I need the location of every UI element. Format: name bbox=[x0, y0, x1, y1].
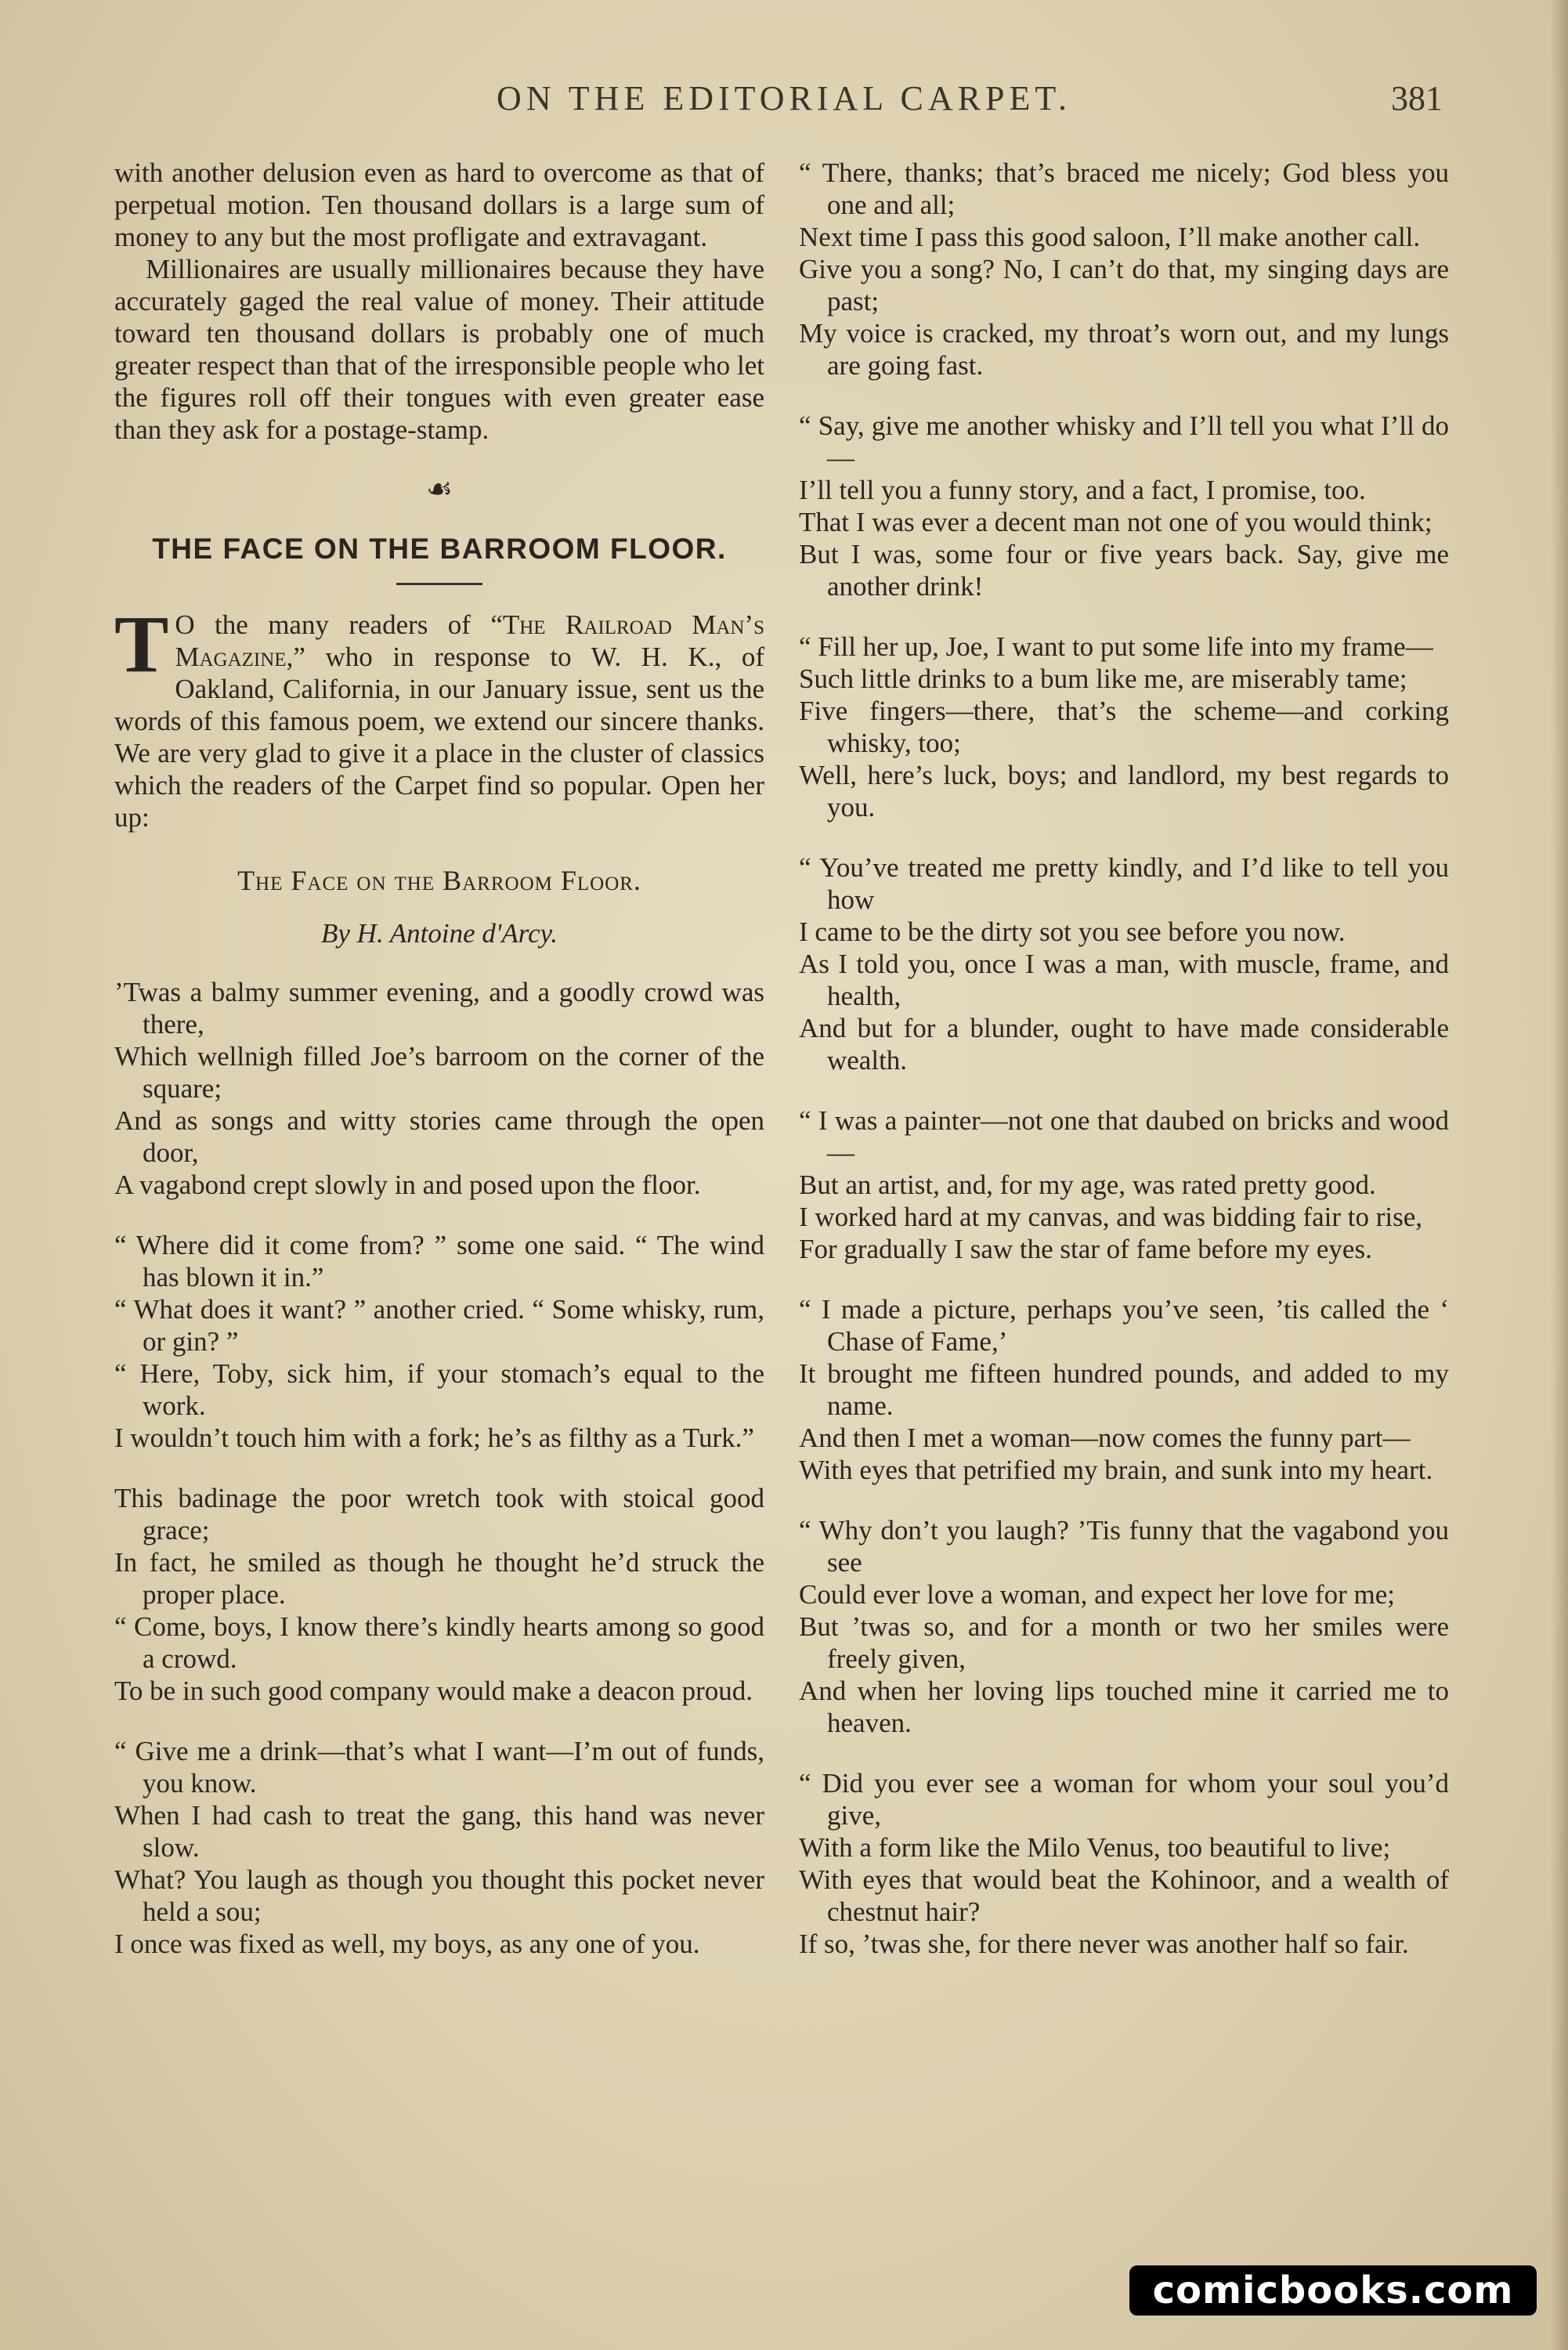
poem-line: Well, here’s luck, boys; and landlord, my best regards to you. bbox=[799, 760, 1449, 822]
poem-line: But I was, some four or five years back. Say, give me another drink! bbox=[799, 539, 1449, 602]
poem-line: A vagabond crept slowly in and posed upon the floor. bbox=[114, 1170, 701, 1200]
poem-stanza bbox=[799, 157, 1449, 381]
poem-line: “ I was a painter—not one that daubed on bricks and wood— bbox=[799, 1105, 1449, 1168]
poem-stanza bbox=[799, 1514, 1449, 1739]
poem-line: ’Twas a balmy summer evening, and a goodly crowd was there, bbox=[114, 977, 764, 1039]
poem-line: “ Here, Toby, sick him, if your stomach’s equal to the work. bbox=[114, 1358, 764, 1421]
magazine-name: The Railroad Man’s Magazine bbox=[175, 609, 764, 672]
poem-line: But ’twas so, and for a month or two her smiles were freely given, bbox=[799, 1611, 1449, 1674]
page-edge-shadow bbox=[1551, 0, 1568, 2350]
poem-line: That I was ever a decent man not one of you would think; bbox=[799, 507, 1433, 537]
poem-stanza bbox=[799, 851, 1449, 1076]
poem-line: Next time I pass this good saloon, I’ll make another call. bbox=[799, 222, 1421, 252]
poem-line: I’ll tell you a funny story, and a fact, I promise, too. bbox=[799, 475, 1366, 505]
watermark-badge bbox=[1129, 2265, 1537, 2316]
poem-line: If so, ’twas she, for there never was another half so fair. bbox=[799, 1929, 1409, 1959]
poem-line: As I told you, once I was a man, with muscle, frame, and health, bbox=[799, 949, 1449, 1011]
poem-line: It brought me fifteen hundred pounds, and added to my name. bbox=[799, 1358, 1449, 1421]
poem-line: In fact, he smiled as though he thought he’d struck the proper place. bbox=[114, 1547, 764, 1610]
poem-line: And when her loving lips touched mine it carried me to heaven. bbox=[799, 1676, 1449, 1738]
poem-line: Could ever love a woman, and expect her love for me; bbox=[799, 1579, 1395, 1610]
running-head: ON THE EDITORIAL CARPET. bbox=[497, 79, 1071, 118]
poem-line: My voice is cracked, my throat’s worn out, and my lungs are going fast. bbox=[799, 318, 1449, 381]
poem-line: Give you a song? No, I can’t do that, my singing days are past; bbox=[799, 254, 1449, 316]
poem-line: “ What does it want? ” another cried. “ Some whisky, rum, or gin? ” bbox=[114, 1294, 764, 1357]
poem-line: For gradually I saw the star of fame before my eyes. bbox=[799, 1234, 1372, 1264]
poem-line: Five fingers—there, that’s the scheme—and corking whisky, too; bbox=[799, 696, 1449, 758]
intro-paragraph bbox=[114, 599, 764, 833]
poem-line: “ Where did it come from? ” some one said. “ The wind has blown it in.” bbox=[114, 1230, 764, 1292]
poem-line: To be in such good company would make a deacon proud. bbox=[114, 1676, 753, 1706]
poem-stanza bbox=[799, 1767, 1449, 1960]
divider bbox=[396, 583, 482, 585]
poem-byline: By H. Antoine d'Arcy. bbox=[321, 918, 558, 949]
poem-line: With eyes that petrified my brain, and sunk into my heart. bbox=[799, 1455, 1433, 1485]
drop-cap: T bbox=[114, 599, 169, 689]
watermark-text: comicbooks.com bbox=[1152, 2269, 1514, 2312]
poem-line: “ Say, give me another whisky and I’ll tell you what I’ll do— bbox=[799, 410, 1449, 473]
left-column bbox=[114, 157, 764, 1988]
poem-line: I came to be the dirty sot you see before you now. bbox=[799, 916, 1346, 947]
poem-line: “ You’ve treated me pretty kindly, and I’d like to tell you how bbox=[799, 852, 1449, 915]
poem-line: And then I met a woman—now comes the funny part— bbox=[799, 1423, 1411, 1453]
poem-line: Such little drinks to a bum like me, are miserably tame; bbox=[799, 663, 1407, 694]
poem-line: I wouldn’t touch him with a fork; he’s as filthy as a Turk.” bbox=[114, 1423, 754, 1453]
poem-stanza bbox=[799, 1293, 1449, 1486]
page-number: 381 bbox=[1391, 79, 1443, 118]
poem-line: And as songs and witty stories came through the open door, bbox=[114, 1105, 764, 1168]
right-column bbox=[799, 157, 1449, 1988]
poem-line: I worked hard at my canvas, and was bidding fair to rise, bbox=[799, 1202, 1423, 1232]
poem-line: I once was fixed as well, my boys, as any one of you. bbox=[114, 1929, 700, 1959]
poem-stanza bbox=[799, 1104, 1449, 1265]
poem-line: But an artist, and, for my age, was rated pretty good. bbox=[799, 1170, 1376, 1200]
poem-line: “ There, thanks; that’s braced me nicely; God bless you one and all; bbox=[799, 157, 1449, 220]
intro-text-part1: O the many readers of “ bbox=[175, 609, 503, 640]
poem-line: This badinage the poor wretch took with stoical good grace; bbox=[114, 1483, 764, 1546]
ornament-icon: ☙ bbox=[425, 473, 453, 506]
poem-line: “ Come, boys, I know there’s kindly hearts among so good a crowd. bbox=[114, 1611, 764, 1674]
prose-paragraph: Millionaires are usually millionaires because they have accurately gaged the real value of money. Their attitude toward ten thousand dollars is probably one of much greater respect than that of the irresponsible people who let the figures roll off their tongues with even greater ease than they ask for a postage-stamp. bbox=[114, 254, 764, 445]
poem-line: “ Why don’t you laugh? ’Tis funny that the vagabond you see bbox=[799, 1515, 1449, 1578]
poem-stanza bbox=[114, 1482, 764, 1707]
page-header bbox=[0, 78, 1568, 133]
poem-line: When I had cash to treat the gang, this hand was never slow. bbox=[114, 1800, 764, 1863]
poem-line: With eyes that would beat the Kohinoor, and a wealth of chestnut hair? bbox=[799, 1864, 1449, 1927]
intro-text-part2: ,” who in response to W. H. K., of Oakland, California, in our January issue, sent us the words of this famous poem, we extend our sincere thanks. We are very glad to give it a place in the cluster of classics which the readers of the Carpet find so popular. Open her up: bbox=[114, 642, 764, 833]
poem-stanza bbox=[114, 1229, 764, 1454]
poem-line: What? You laugh as though you thought this pocket never held a sou; bbox=[114, 1864, 764, 1927]
prose-paragraph: with another delusion even as hard to overcome as that of perpetual motion. Ten thousand dollars is a large sum of money to any but the most profligate and extravagant. bbox=[114, 157, 764, 252]
poem-stanza bbox=[799, 410, 1449, 602]
poem-line: Which wellnigh filled Joe’s barroom on the corner of the square; bbox=[114, 1041, 764, 1104]
poem-stanza bbox=[799, 631, 1449, 823]
poem-stanza bbox=[114, 976, 764, 1201]
poem-title: The Face on the Barroom Floor. bbox=[237, 865, 641, 896]
poem-line: “ Give me a drink—that’s what I want—I’m out of funds, you know. bbox=[114, 1736, 764, 1799]
poem-line: And but for a blunder, ought to have made considerable wealth. bbox=[799, 1013, 1449, 1076]
poem-line: “ I made a picture, perhaps you’ve seen, ’tis called the ‘ Chase of Fame,’ bbox=[799, 1294, 1449, 1357]
poem-stanza bbox=[114, 1735, 764, 1960]
poem-line: “ Did you ever see a woman for whom your soul you’d give, bbox=[799, 1768, 1449, 1831]
poem-line: “ Fill her up, Joe, I want to put some life into my frame— bbox=[799, 631, 1433, 662]
poem-line: With a form like the Milo Venus, too beautiful to live; bbox=[799, 1832, 1391, 1863]
article-headline: THE FACE ON THE BARROOM FLOOR. bbox=[152, 533, 727, 565]
